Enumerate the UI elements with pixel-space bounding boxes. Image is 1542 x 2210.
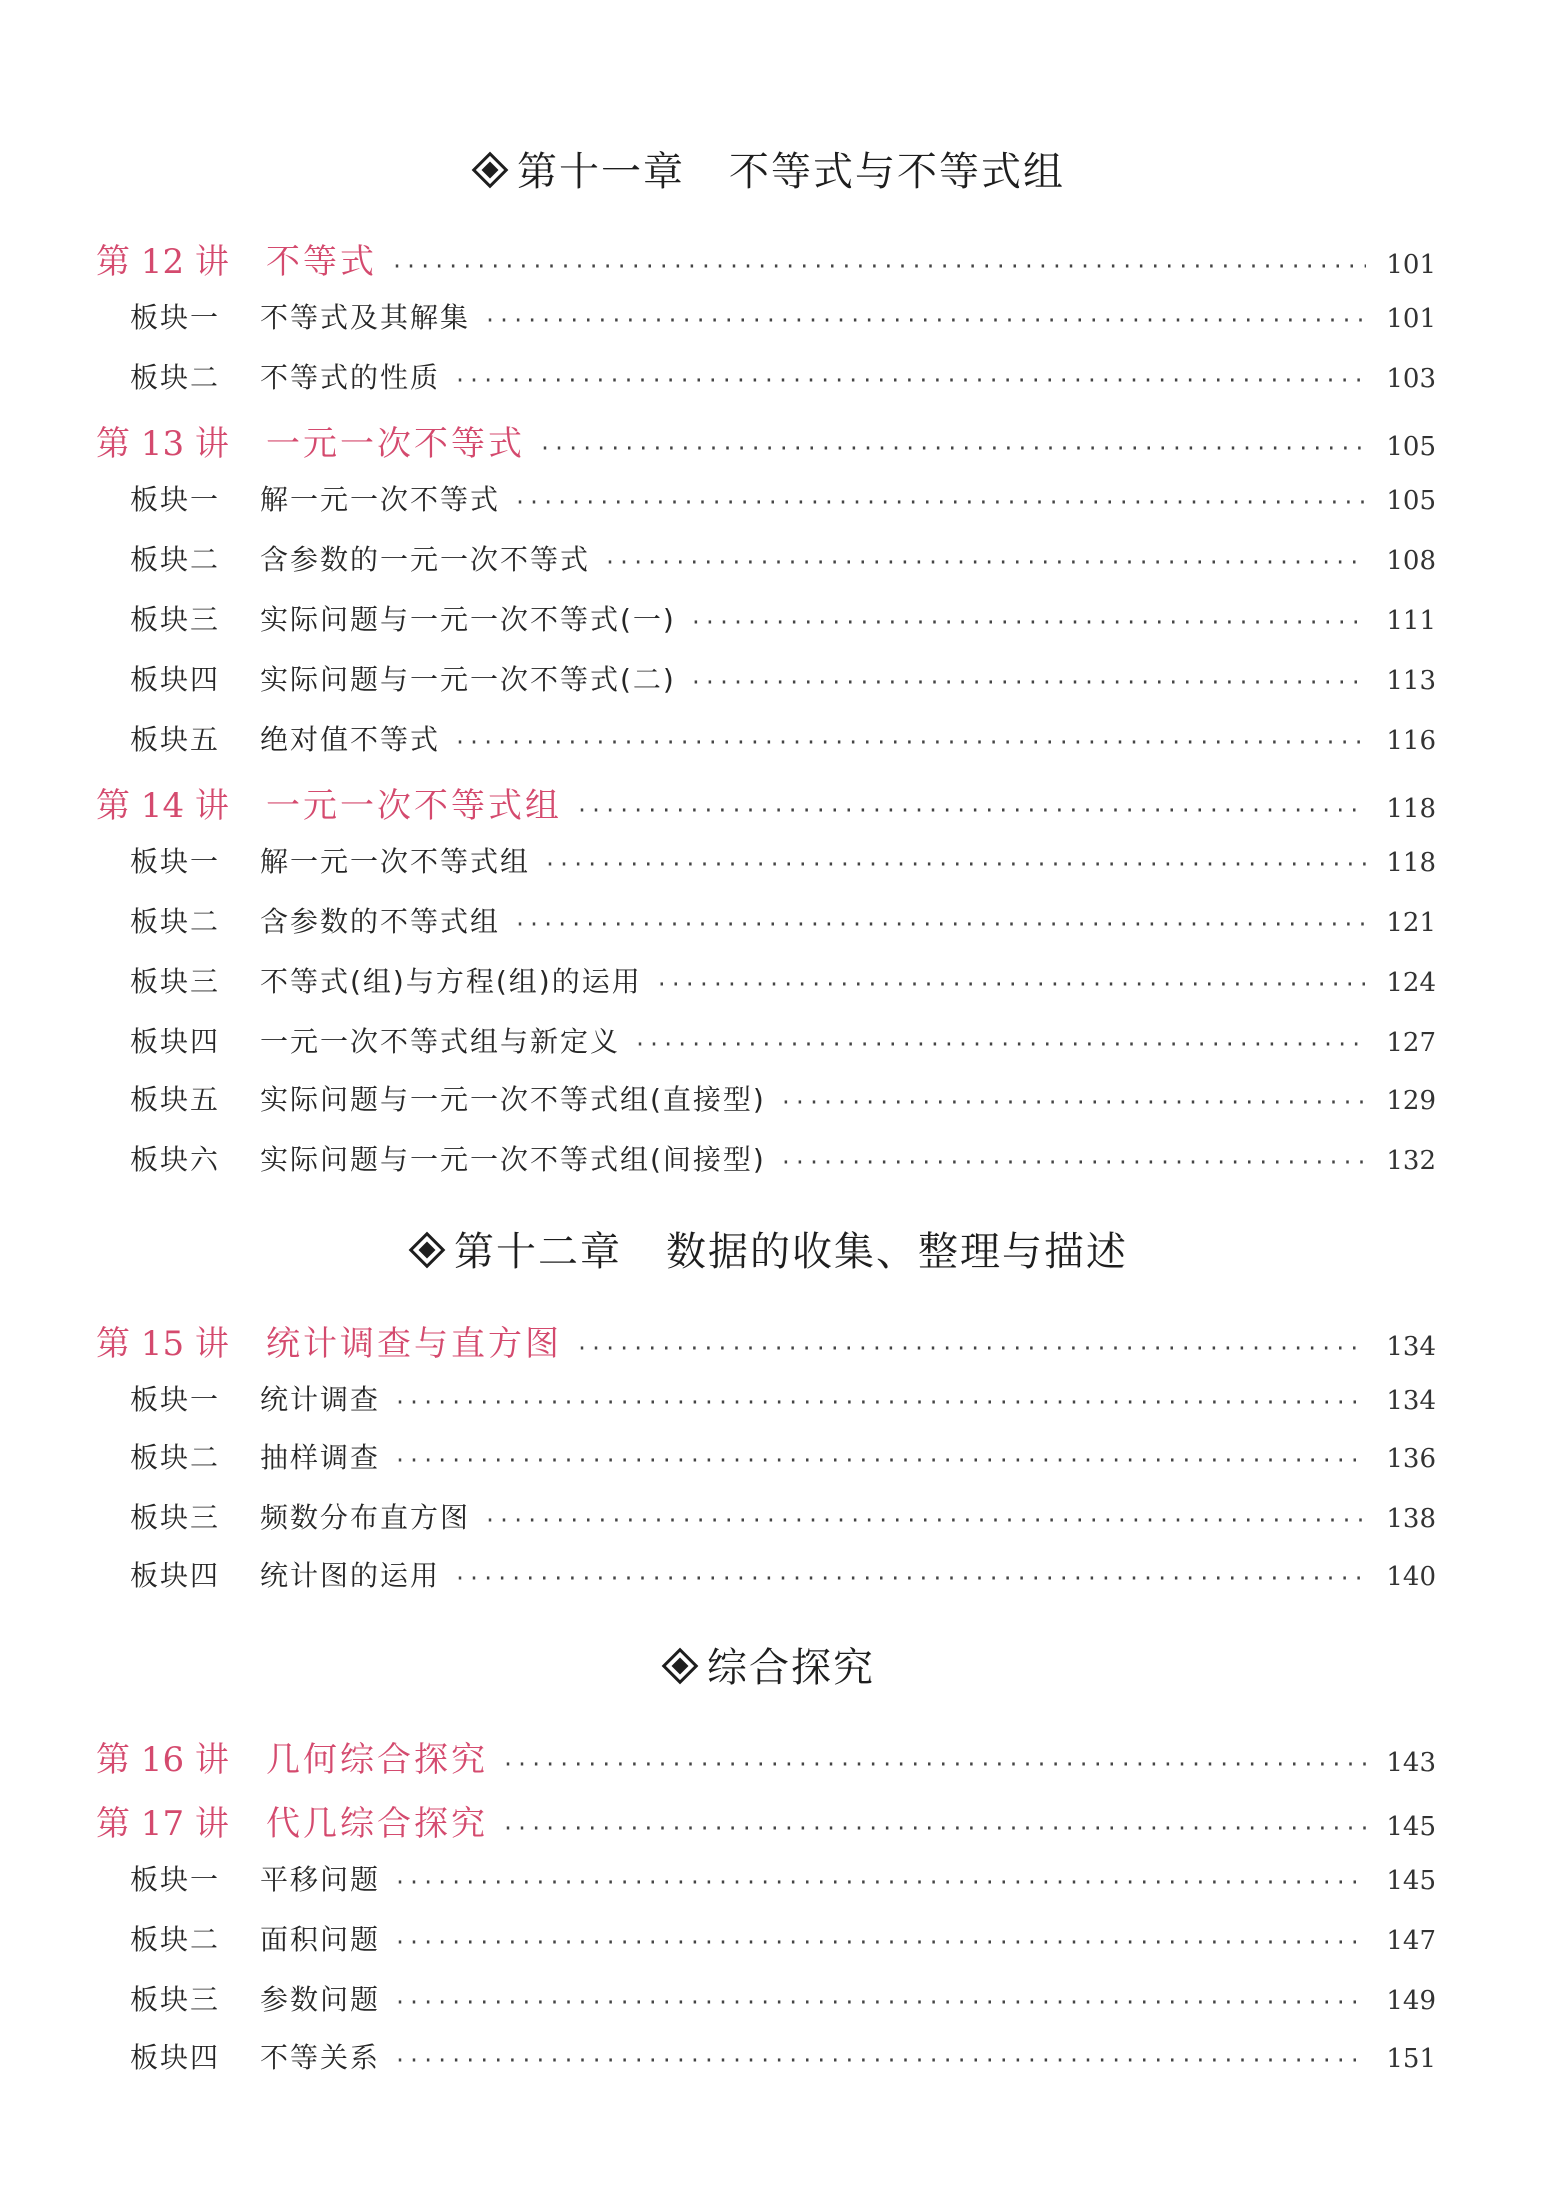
block-title: 解一元一次不等式	[260, 483, 501, 516]
page-number: 134	[1386, 1386, 1436, 1416]
leader-dots	[394, 2048, 1366, 2072]
chapter-title: 综合探究	[707, 1645, 875, 1691]
page-number: 127	[1386, 1028, 1436, 1058]
toc-block-row[interactable]	[130, 1138, 1436, 1178]
page-number: 145	[1386, 1866, 1436, 1896]
block-name: 板块四	[130, 1559, 221, 1592]
toc-block-row[interactable]	[130, 1554, 1436, 1594]
block-title: 面积问题	[260, 1923, 381, 1956]
block-name: 板块二	[130, 1923, 221, 1956]
leader-dots	[514, 912, 1366, 936]
lecture-title: 代几综合探究	[266, 1804, 488, 1844]
leader-dots	[576, 1336, 1366, 1360]
block-name: 板块一	[130, 301, 221, 334]
block-title: 不等式(组)与方程(组)的运用	[260, 965, 642, 998]
toc-block-row[interactable]	[130, 1918, 1436, 1958]
page-number: 121	[1386, 908, 1436, 938]
block-name: 板块二	[130, 543, 221, 576]
leader-dots	[502, 1752, 1366, 1776]
block-name: 板块四	[130, 2041, 221, 2074]
leader-dots	[539, 436, 1366, 460]
block-title: 统计调查	[260, 1383, 381, 1416]
block-title: 抽样调查	[260, 1441, 381, 1474]
toc-lecture-row[interactable]	[96, 1796, 1436, 1845]
lecture-number: 第 13 讲	[96, 424, 229, 464]
block-name: 板块四	[130, 1025, 221, 1058]
toc-block-row[interactable]	[130, 1978, 1436, 2018]
leader-dots	[484, 308, 1366, 332]
toc-block-row[interactable]	[130, 1378, 1436, 1418]
page-number: 118	[1386, 848, 1436, 878]
block-title: 不等关系	[260, 2041, 381, 2074]
leader-dots	[634, 1032, 1366, 1056]
chapter-heading	[0, 1636, 1542, 1693]
page-number: 101	[1386, 250, 1436, 280]
leader-dots	[394, 1448, 1366, 1472]
block-name: 板块三	[130, 965, 221, 998]
page-number: 149	[1386, 1986, 1436, 2016]
leader-dots	[514, 490, 1366, 514]
toc-block-row[interactable]	[130, 718, 1436, 758]
block-name: 板块一	[130, 845, 221, 878]
block-name: 板块五	[130, 723, 221, 756]
block-name: 板块一	[130, 1863, 221, 1896]
block-title: 平移问题	[260, 1863, 381, 1896]
page-number: 111	[1386, 606, 1436, 636]
lecture-title: 不等式	[266, 242, 377, 282]
page-number: 132	[1386, 1146, 1436, 1176]
block-title: 频数分布直方图	[260, 1501, 471, 1534]
block-name: 板块二	[130, 1441, 221, 1474]
lecture-number: 第 16 讲	[96, 1740, 229, 1780]
page-number: 124	[1386, 968, 1436, 998]
lecture-number: 第 12 讲	[96, 242, 229, 282]
lecture-number: 第 14 讲	[96, 786, 229, 826]
chapter-title: 第十二章	[454, 1229, 622, 1275]
leader-dots	[780, 1150, 1366, 1174]
leader-dots	[690, 610, 1366, 634]
block-name: 板块一	[130, 483, 221, 516]
lecture-title: 一元一次不等式	[266, 424, 525, 464]
block-title: 统计图的运用	[260, 1559, 441, 1592]
toc-block-row[interactable]	[130, 840, 1436, 880]
block-title: 含参数的不等式组	[260, 905, 501, 938]
lecture-title: 几何综合探究	[266, 1740, 488, 1780]
block-title: 绝对值不等式	[260, 723, 441, 756]
page-number: 151	[1386, 2044, 1436, 2074]
toc-block-row[interactable]	[130, 658, 1436, 698]
block-name: 板块五	[130, 1083, 221, 1116]
diamond-bullet-icon	[409, 1232, 446, 1269]
toc-block-row[interactable]	[130, 2036, 1436, 2076]
toc-block-row[interactable]	[130, 296, 1436, 336]
lecture-title: 统计调查与直方图	[266, 1324, 562, 1364]
page-number: 136	[1386, 1444, 1436, 1474]
block-name: 板块四	[130, 663, 221, 696]
toc-block-row[interactable]	[130, 1078, 1436, 1118]
page-number: 101	[1386, 304, 1436, 334]
leader-dots	[391, 254, 1366, 278]
chapter-title: 第十一章	[517, 149, 685, 195]
page-number: 108	[1386, 546, 1436, 576]
toc-block-row[interactable]	[130, 1436, 1436, 1476]
block-name: 板块三	[130, 603, 221, 636]
leader-dots	[576, 798, 1366, 822]
block-title: 参数问题	[260, 1983, 381, 2016]
lecture-title: 一元一次不等式组	[266, 786, 562, 826]
toc-lecture-row[interactable]	[96, 234, 1436, 283]
leader-dots	[454, 730, 1366, 754]
leader-dots	[394, 1930, 1366, 1954]
chapter-subtitle: 数据的收集、整理与描述	[666, 1229, 1128, 1275]
block-name: 板块六	[130, 1143, 221, 1176]
block-title: 实际问题与一元一次不等式组(间接型)	[260, 1143, 766, 1176]
leader-dots	[454, 368, 1366, 392]
page-number: 147	[1386, 1926, 1436, 1956]
toc-block-row[interactable]	[130, 1858, 1436, 1898]
block-title: 实际问题与一元一次不等式(二)	[260, 663, 676, 696]
page-number: 134	[1386, 1332, 1436, 1362]
page-number: 118	[1386, 794, 1436, 824]
page-number: 143	[1386, 1748, 1436, 1778]
chapter-subtitle: 不等式与不等式组	[729, 149, 1065, 195]
toc-lecture-row[interactable]	[96, 778, 1436, 827]
chapter-heading	[0, 1220, 1542, 1277]
diamond-bullet-icon	[472, 152, 509, 189]
page-number: 103	[1386, 364, 1436, 394]
block-name: 板块二	[130, 905, 221, 938]
toc-block-row[interactable]	[130, 960, 1436, 1000]
toc-block-row[interactable]	[130, 900, 1436, 940]
toc-lecture-row[interactable]	[96, 1316, 1436, 1365]
block-title: 一元一次不等式组与新定义	[260, 1025, 621, 1058]
leader-dots	[394, 1390, 1366, 1414]
leader-dots	[656, 972, 1366, 996]
page-number: 105	[1386, 432, 1436, 462]
toc-lecture-row[interactable]	[96, 1732, 1436, 1781]
chapter-heading	[0, 140, 1542, 197]
page-number: 105	[1386, 486, 1436, 516]
block-name: 板块三	[130, 1983, 221, 2016]
toc-block-row[interactable]	[130, 598, 1436, 638]
block-name: 板块二	[130, 361, 221, 394]
leader-dots	[394, 1870, 1366, 1894]
page-number: 138	[1386, 1504, 1436, 1534]
block-name: 板块三	[130, 1501, 221, 1534]
block-title: 不等式的性质	[260, 361, 441, 394]
leader-dots	[502, 1816, 1366, 1840]
leader-dots	[604, 550, 1366, 574]
leader-dots	[780, 1090, 1366, 1114]
block-title: 实际问题与一元一次不等式(一)	[260, 603, 676, 636]
leader-dots	[690, 670, 1366, 694]
lecture-number: 第 15 讲	[96, 1324, 229, 1364]
toc-block-row[interactable]	[130, 1496, 1436, 1536]
leader-dots	[544, 852, 1366, 876]
page-number: 116	[1386, 726, 1436, 756]
leader-dots	[394, 1990, 1366, 2014]
toc-block-row[interactable]	[130, 356, 1436, 396]
toc-block-row[interactable]	[130, 1020, 1436, 1060]
page-number: 113	[1386, 666, 1436, 696]
block-title: 解一元一次不等式组	[260, 845, 531, 878]
block-title: 不等式及其解集	[260, 301, 471, 334]
block-title: 含参数的一元一次不等式	[260, 543, 591, 576]
page-number: 140	[1386, 1562, 1436, 1592]
page-number: 129	[1386, 1086, 1436, 1116]
block-title: 实际问题与一元一次不等式组(直接型)	[260, 1083, 766, 1116]
toc-block-row[interactable]	[130, 478, 1436, 518]
lecture-number: 第 17 讲	[96, 1804, 229, 1844]
block-name: 板块一	[130, 1383, 221, 1416]
toc-lecture-row[interactable]	[96, 416, 1436, 465]
leader-dots	[484, 1508, 1366, 1532]
page-number: 145	[1386, 1812, 1436, 1842]
diamond-bullet-icon	[662, 1648, 699, 1685]
toc-block-row[interactable]	[130, 538, 1436, 578]
leader-dots	[454, 1566, 1366, 1590]
